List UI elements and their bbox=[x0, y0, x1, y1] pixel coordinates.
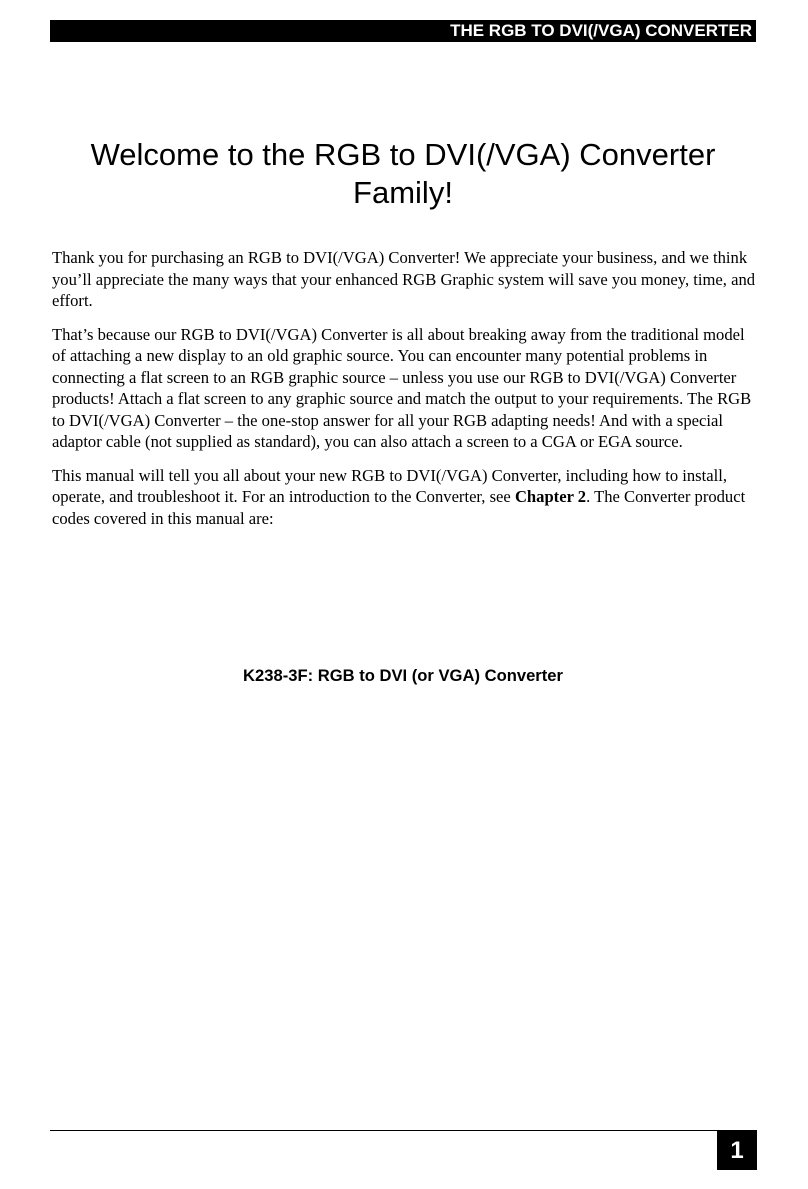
running-header-bar bbox=[50, 20, 756, 42]
paragraph-2: That’s because our RGB to DVI(/VGA) Converter is all about breaking away from the traditional model of attaching a new display to an old graphic source. You can encounter many potential problems in connecting a flat screen to an RGB graphic source – unless you use our RGB to DVI(/VGA) Converter products! Attach a flat screen to any graphic source and match the output to your requirements. The RGB to DVI(/VGA) Converter – the one-stop answer for all your RGB adapting needs! And with a special adaptor cable (not supplied as standard), you can also attach a screen to a CGA or EGA source. bbox=[52, 324, 752, 451]
paragraph-1: Thank you for purchasing an RGB to DVI(/VGA) Converter! We appreciate your business, and we think you’ll appreciate the many ways that your enhanced RGB Graphic system will save you money, time, and effort. bbox=[52, 248, 756, 310]
page-title-line-1: Welcome to the RGB to DVI(/VGA) Converter bbox=[90, 137, 716, 172]
paragraph-3-text-end: . The Converter product codes covered in this manual are: bbox=[52, 487, 746, 528]
footer-rule bbox=[50, 1130, 756, 1131]
chapter-2-reference: Chapter 2 bbox=[514, 487, 587, 506]
page-number-box bbox=[717, 1130, 757, 1170]
page-number: 1 bbox=[730, 1137, 744, 1164]
paragraph-3-text-start: This manual will tell you all about your new RGB to DVI(/VGA) Converter, including how to install, operate, and troubleshoot it. For an introduction to the Converter, see bbox=[52, 465, 727, 506]
page-title-line-2: Family! bbox=[353, 175, 453, 210]
body-text bbox=[52, 247, 758, 541]
paragraph-3 bbox=[52, 465, 758, 530]
running-header-title: THE RGB TO DVI(/VGA) CONVERTER bbox=[450, 21, 752, 40]
product-code: K238-3F: RGB to DVI (or VGA) Converter bbox=[243, 666, 563, 685]
page-title bbox=[50, 136, 756, 212]
